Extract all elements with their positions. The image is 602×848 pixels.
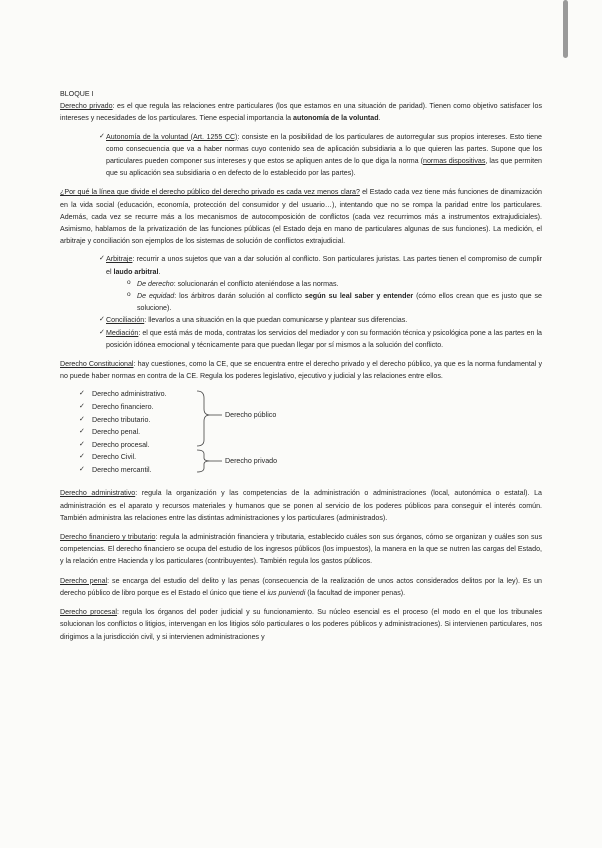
branches-diagram (60, 388, 542, 480)
term-derecho-privado: Derecho privado (60, 102, 113, 111)
term-penal: Derecho penal (60, 576, 108, 585)
paragraph-administrativo: Derecho administrativo: regula la organización y las competencias de la administración o administraciones (local, autonómica o estatal). La administración es el aparato y recursos materiales y humanos que se ponen al servicio de los poderes públicos para conseguir el interés común. También administra las relaciones entre las distintas administraciones y los particulares (administrados). (60, 489, 542, 522)
term-procesal: Derecho procesal (60, 608, 117, 617)
term-de-equidad: De equidad (137, 292, 175, 301)
list-item: ✓ Derecho Civil. (82, 451, 167, 464)
term-constitucional: Derecho Constitucional (60, 360, 134, 369)
brace-private (197, 450, 210, 472)
list-item: ✓ Derecho tributario. (82, 414, 167, 427)
list-item: ✓ Derecho administrativo. (82, 388, 167, 401)
term-financiero: Derecho financiero y tributario (60, 533, 156, 542)
bullet-mediacion: ✓ Mediación: el que está más de moda, contratas los servicios del mediador y con su formación técnica y psicológica pone a las partes en la posición idónea emocional y técnicamente para que puedan llegar por sí mismos a la solución del conflicto. (84, 327, 542, 351)
branches-list (82, 388, 167, 476)
block-title: BLOQUE I (60, 90, 94, 98)
brace-public (197, 391, 210, 446)
paragraph-linea-publico-privado: ¿Por qué la línea que divide el derecho público del derecho privado es cada vez menos clara? el Estado cada vez tiene más funciones de dinamización en la vida social (educación, economía, protección del consumidor y del usuario…), intentando que no se rompa la paridad entre los particulares. Además, cada vez se recurre más a los mecanismos de autocomposición de conflictos (cada vez recurrimos más a instrumentos extrajudiciales). Asimismo, hablamos de la privatización de las funciones públicas (el Estado deja en mano de particulares algunas de sus funciones). La medición, el arbitraje y conciliación son ejemplos de los sistemas de solución de conflictos extrajudicial. (60, 188, 542, 246)
paragraph-procesal: Derecho procesal: regula los órganos del poder judicial y su funcionamiento. Su núcleo esencial es el proceso (el modo en el que los tribunales solucionan los conflictos o litigios, intervengan en los litigios sólo particulares o los poderes públicos y administraciones). Si intervienen particulares, nos dirigimos a la jurisdicción civil, y si intervienen administraciones y (60, 608, 542, 641)
bold-autonomia: autonomía de la voluntad (293, 114, 379, 123)
term-ius-puniendi: ius puniendi (267, 588, 306, 597)
bold-leal-saber: según su leal saber y entender (304, 292, 414, 301)
paragraph-derecho-privado: Derecho privado: es el que regula las relaciones entre particulares (los que estamos en una situación de paridad). Tienen como objetivo satisfacer los intereses y necesidades de los particulares. Tiene especial importancia la autonomía de la voluntad. (60, 102, 542, 123)
sub-bullet-equidad: o De equidad: los árbitros darán solución al conflicto según su leal saber y entender (cómo ellos crean que es justo que se solucione). (84, 290, 542, 314)
term-conciliacion: Conciliación (106, 316, 145, 325)
brace-graphic (195, 388, 225, 480)
scrollbar-thumb[interactable] (563, 0, 568, 58)
list-item: ✓ Derecho penal. (82, 426, 167, 439)
list-item: ✓ Derecho mercantil. (82, 464, 167, 477)
bullet-autonomia: ✓ Autonomía de la voluntad (Art. 1255 CC): consiste en la posibilidad de los particulares de autorregular sus propios intereses. Esto tiene como consecuencia que va a haber normas cuyo contenido sea de aplicación subsidiaria a lo que quieren las partes. Supone que los particulares pueden componer sus intereses y que estos se apliquen antes de lo que diga la norma (normas dispositivas, las que permiten que su aplicación sea subsidiaria o en defecto de lo establecido por las partes). (84, 131, 542, 180)
term-autonomia: Autonomía de la voluntad (Art. 1255 CC) (106, 132, 238, 141)
paragraph-penal: Derecho penal: se encarga del estudio del delito y las penas (consecuencia de la realización de unos actos considerados delitos por la ley). Es un derecho público de libro porque es el Estado el único que tiene el ius puniendi (la facultad de imponer penas). (60, 576, 542, 597)
term-normas-dispositivas: normas dispositivas (423, 157, 486, 166)
label-derecho-privado: Derecho privado (225, 457, 278, 466)
bullet-conciliacion: ✓ Conciliación: llevarlos a una situación en la que puedan comunicarse y plantear sus diferencias. (84, 314, 542, 326)
bold-laudo: laudo arbitral (113, 267, 159, 276)
label-derecho-publico: Derecho público (225, 411, 277, 420)
term-administrativo: Derecho administrativo (60, 489, 136, 498)
bullet-list-mecanismos (84, 253, 542, 351)
paragraph-financiero: Derecho financiero y tributario: regula la administración financiera y tributaria, establecido cuáles son sus órganos, cómo se organizan y cuáles son sus competencias. El derecho financiero se ocupa del estudio de los ingresos públicos (los impuestos), la manera en la que se nutren las cargas del Estado, y la relación entre Hacienda y los particulares (contribuyentes). También regula los gastos públicos. (60, 533, 542, 566)
document-body (60, 88, 542, 643)
term-arbitraje: Arbitraje (106, 255, 133, 264)
sub-bullet-derecho: o De derecho: solucionarán el conflicto ateniéndose a las normas. (84, 278, 542, 290)
term-de-derecho: De derecho (137, 279, 174, 288)
bullet-arbitraje: ✓ Arbitraje: recurrir a unos sujetos que van a dar solución al conflicto. Son particulares juristas. Las partes tienen el compromiso de cumplir el laudo arbitral. (84, 253, 542, 277)
paragraph-constitucional: Derecho Constitucional: hay cuestiones, como la CE, que se encuentra entre el derecho privado y el derecho público, ya que es la norma fundamental y no puede haber normas en contra de la CE. Regula los poderes legislativo, ejecutivo y judicial y las relaciones entre ellos. (60, 360, 542, 381)
list-item: ✓ Derecho procesal. (82, 439, 167, 452)
question-linea: ¿Por qué la línea que divide el derecho público del derecho privado es cada vez menos clara? (60, 188, 360, 197)
list-item: ✓ Derecho financiero. (82, 401, 167, 414)
term-mediacion: Mediación (106, 328, 139, 337)
